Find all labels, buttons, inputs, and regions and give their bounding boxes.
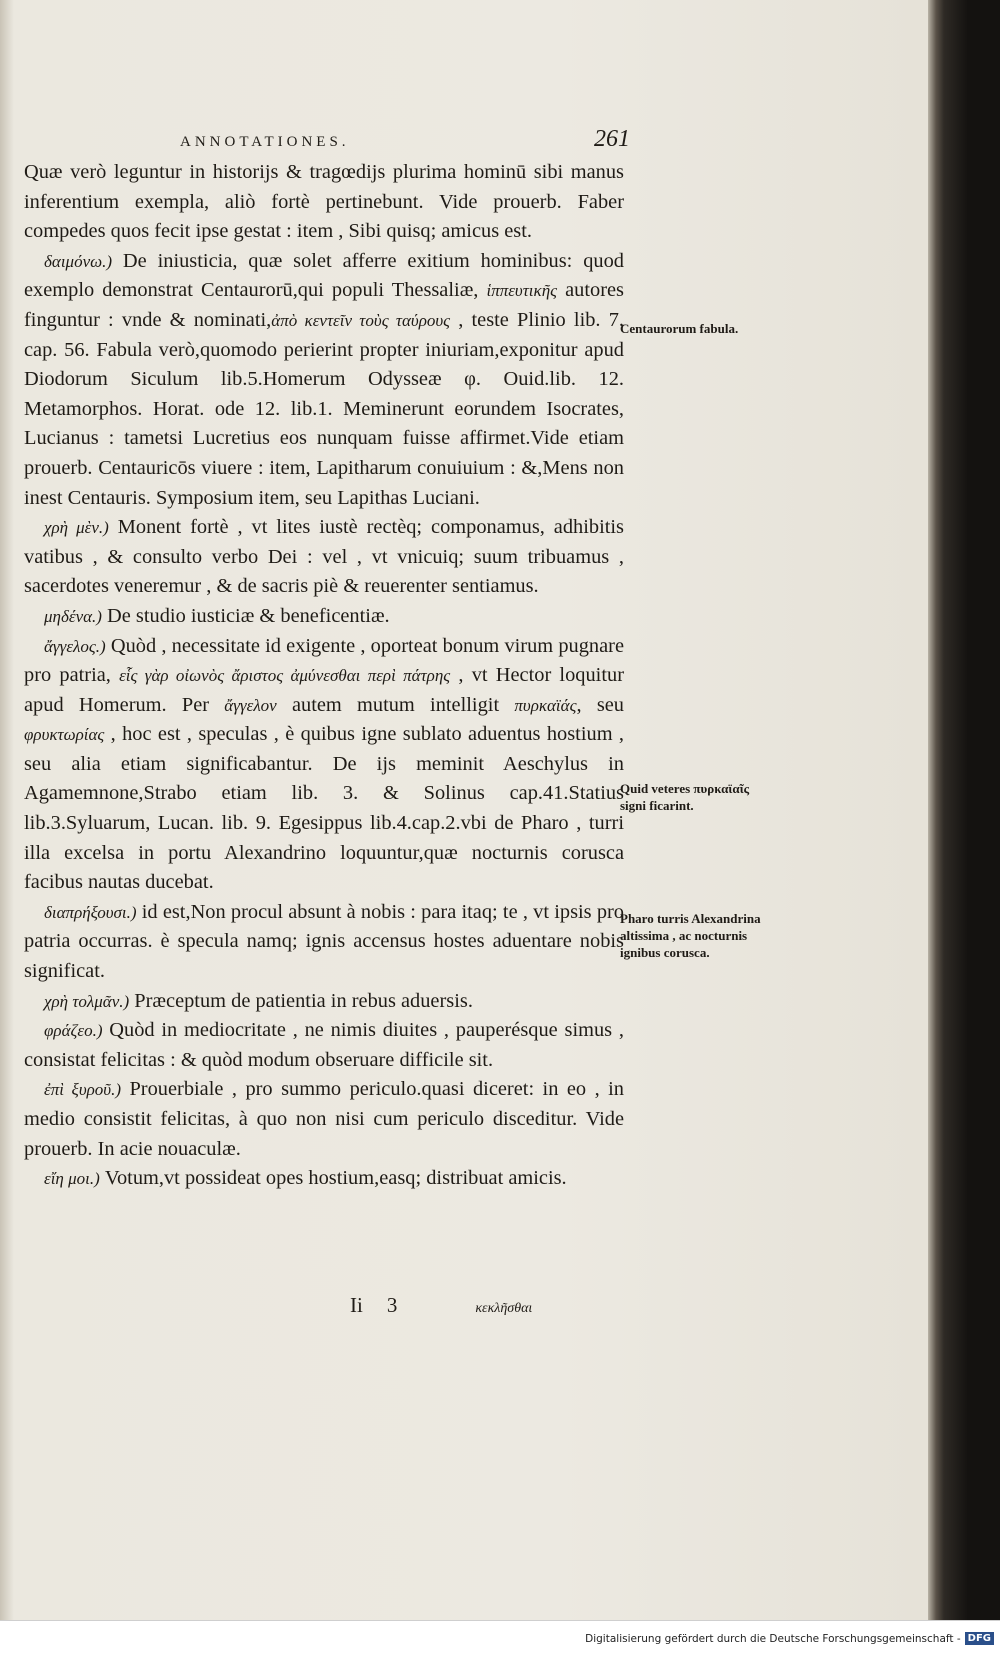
latin-text: Quæ verò leguntur in historijs & tragœdijs plurima hominū sibi manus inferentium exempla, aliò fortè pertinebunt. Vide prouerb. Faber compedes quos fecit ipse gestat : item , Sibi quisq; amicus est.: [24, 161, 624, 243]
page-footer: [350, 1293, 650, 1318]
dfg-logo: DFG: [965, 1632, 994, 1645]
margin-note-centaurs: Centaurorum fabula.: [620, 321, 739, 336]
latin-text: Præceptum de patientia in rebus aduersis.: [129, 989, 473, 1012]
latin-text: De studio iusticiæ & beneficentiæ.: [101, 604, 390, 627]
greek-lemma: εἴη μοι.): [44, 1169, 100, 1189]
greek-quotation: ἱππευτικῆς: [486, 281, 558, 301]
latin-text: Votum,vt possideat opes hostium,easq; distribuat amicis.: [99, 1167, 567, 1190]
annotation-paragraph: [24, 247, 624, 513]
main-text: [24, 158, 624, 1194]
latin-text: autem mutum intelligit: [276, 693, 515, 716]
greek-lemma: δαιμόνω.): [44, 251, 113, 271]
greek-lemma: μηδένα.): [44, 606, 102, 626]
greek-lemma: ἄγγελος.): [44, 636, 106, 656]
greek-lemma: χρὴ μὲν.): [44, 518, 109, 538]
greek-quotation: εἷς γὰρ οἰωνὸς ἄριστος ἀμύνεσθαι περὶ πάτρης: [119, 666, 451, 686]
signature-mark: Ii: [350, 1293, 363, 1317]
annotation-paragraph: [24, 602, 624, 632]
greek-quotation: ἄγγελον: [224, 695, 277, 715]
greek-quotation: φρυκτωρίας: [24, 725, 105, 745]
annotation-paragraph: [24, 1075, 624, 1164]
digitization-credit-bar: [0, 1620, 1000, 1656]
annotation-paragraph: [24, 513, 624, 602]
margin-note-beacons: Quid veteres πυρκαϊαῖς signi ficarint.: [620, 781, 750, 813]
greek-lemma: χρὴ τολμᾶν.): [44, 991, 130, 1011]
latin-text: , vt Hector loquitur apud Homerum. Per: [24, 664, 624, 716]
annotation-paragraph: [24, 1016, 624, 1075]
catchword: κεκλῆσθαι: [475, 1301, 533, 1316]
latin-text: autores finguntur : vnde & nominati,: [24, 279, 624, 331]
annotation-paragraph: [24, 898, 624, 987]
latin-text: Quòd in mediocritate , ne nimis diuites , pauperésque simus , consistat felicitas : & quòd modum obseruare difficile sit.: [24, 1019, 624, 1071]
latin-text: , teste Plinio lib. 7. cap. 56. Fabula verò,quomodo perierint propter iniuriam,exponitur apud Diodorum Siculum lib.5.Homerum Odysseæ φ. Ouid.lib. 12. Metamorphos. Horat. ode 12. lib.1. Meminerunt eorundem Isocrates, Lucianus : tametsi Lucretius eos nunquam fuisse affirmet.Vide etiam prouerb. Centauricōs viuere : item, Lapitharum conuiuium : &,Mens non inest Centauris. Symposium item, seu Lapithas Luciani.: [24, 308, 624, 509]
running-head: ANNOTATIONES.: [180, 134, 350, 150]
latin-text: , hoc est , speculas , è quibus igne sublato aduentus hostium , seu alia etiam significabantur. De ijs meminit Aeschylus in Agamemnone,Strabo etiam lib. 3. & Solinus cap.41.Statius lib.3.Syluarum, Lucan. lib. 9. Egesippus lib.4.cap.2.vbi de Pharo , turri illa excelsa in portu Alexandrino loquuntur,quæ nocturnis corusca facibus nautas ducebat.: [24, 723, 624, 894]
page-gutter-shadow: [928, 0, 1000, 1620]
page-number: 261: [594, 126, 630, 152]
annotation-paragraph: [24, 1164, 624, 1194]
credit-text: Digitalisierung gefördert durch die Deutsche Forschungsgemeinschaft -: [585, 1632, 961, 1645]
greek-quotation: ἀπὸ κεντεῖν τοὺς ταύρους: [271, 310, 451, 330]
latin-text: id est,Non procul absunt à nobis : para itaq; te , vt ipsis pro patria occurras. è specula namq; ignis accensus hostes aduentare nobis significat.: [24, 900, 624, 983]
latin-text: Quòd , necessitate id exigente , oporteat bonum virum pugnare pro patria,: [24, 634, 624, 687]
annotation-paragraph: [24, 632, 624, 898]
annotation-paragraph: [24, 158, 624, 247]
margin-note-pharos: Pharo turris Alexandrina altissima , ac nocturnis ignibus corusca.: [620, 911, 761, 960]
greek-lemma: φράζεο.): [44, 1021, 103, 1041]
greek-quotation: πυρκαϊάς: [514, 695, 577, 715]
latin-text: De iniusticia, quæ solet afferre exitium hominibus: quod exemplo demonstrat Centaurorū,qui populi Thessaliæ,: [24, 249, 624, 302]
latin-text: Prouerbiale , pro summo periculo.quasi diceret: in eo , in medio consistit felicitas, à quo non nisi cum periculo disceditur. Vide prouerb. In acie nouaculæ.: [24, 1078, 624, 1160]
greek-lemma: ἐπὶ ξυροῦ.): [44, 1080, 121, 1100]
greek-lemma: διαπρήξουσι.): [44, 902, 137, 922]
annotation-paragraph: [24, 987, 624, 1017]
page-header: [180, 126, 630, 153]
latin-text: Monent fortè , vt lites iustè rectèq; componamus, adhibitis vatibus , & consulto verbo Dei : vel , vt vnicuiq; suum tribuamus , sacerdotes veneremur , & de sacris piè & reuerenter sentiamus.: [24, 516, 624, 598]
latin-text: , seu: [576, 693, 624, 716]
signature-number: 3: [386, 1293, 398, 1317]
